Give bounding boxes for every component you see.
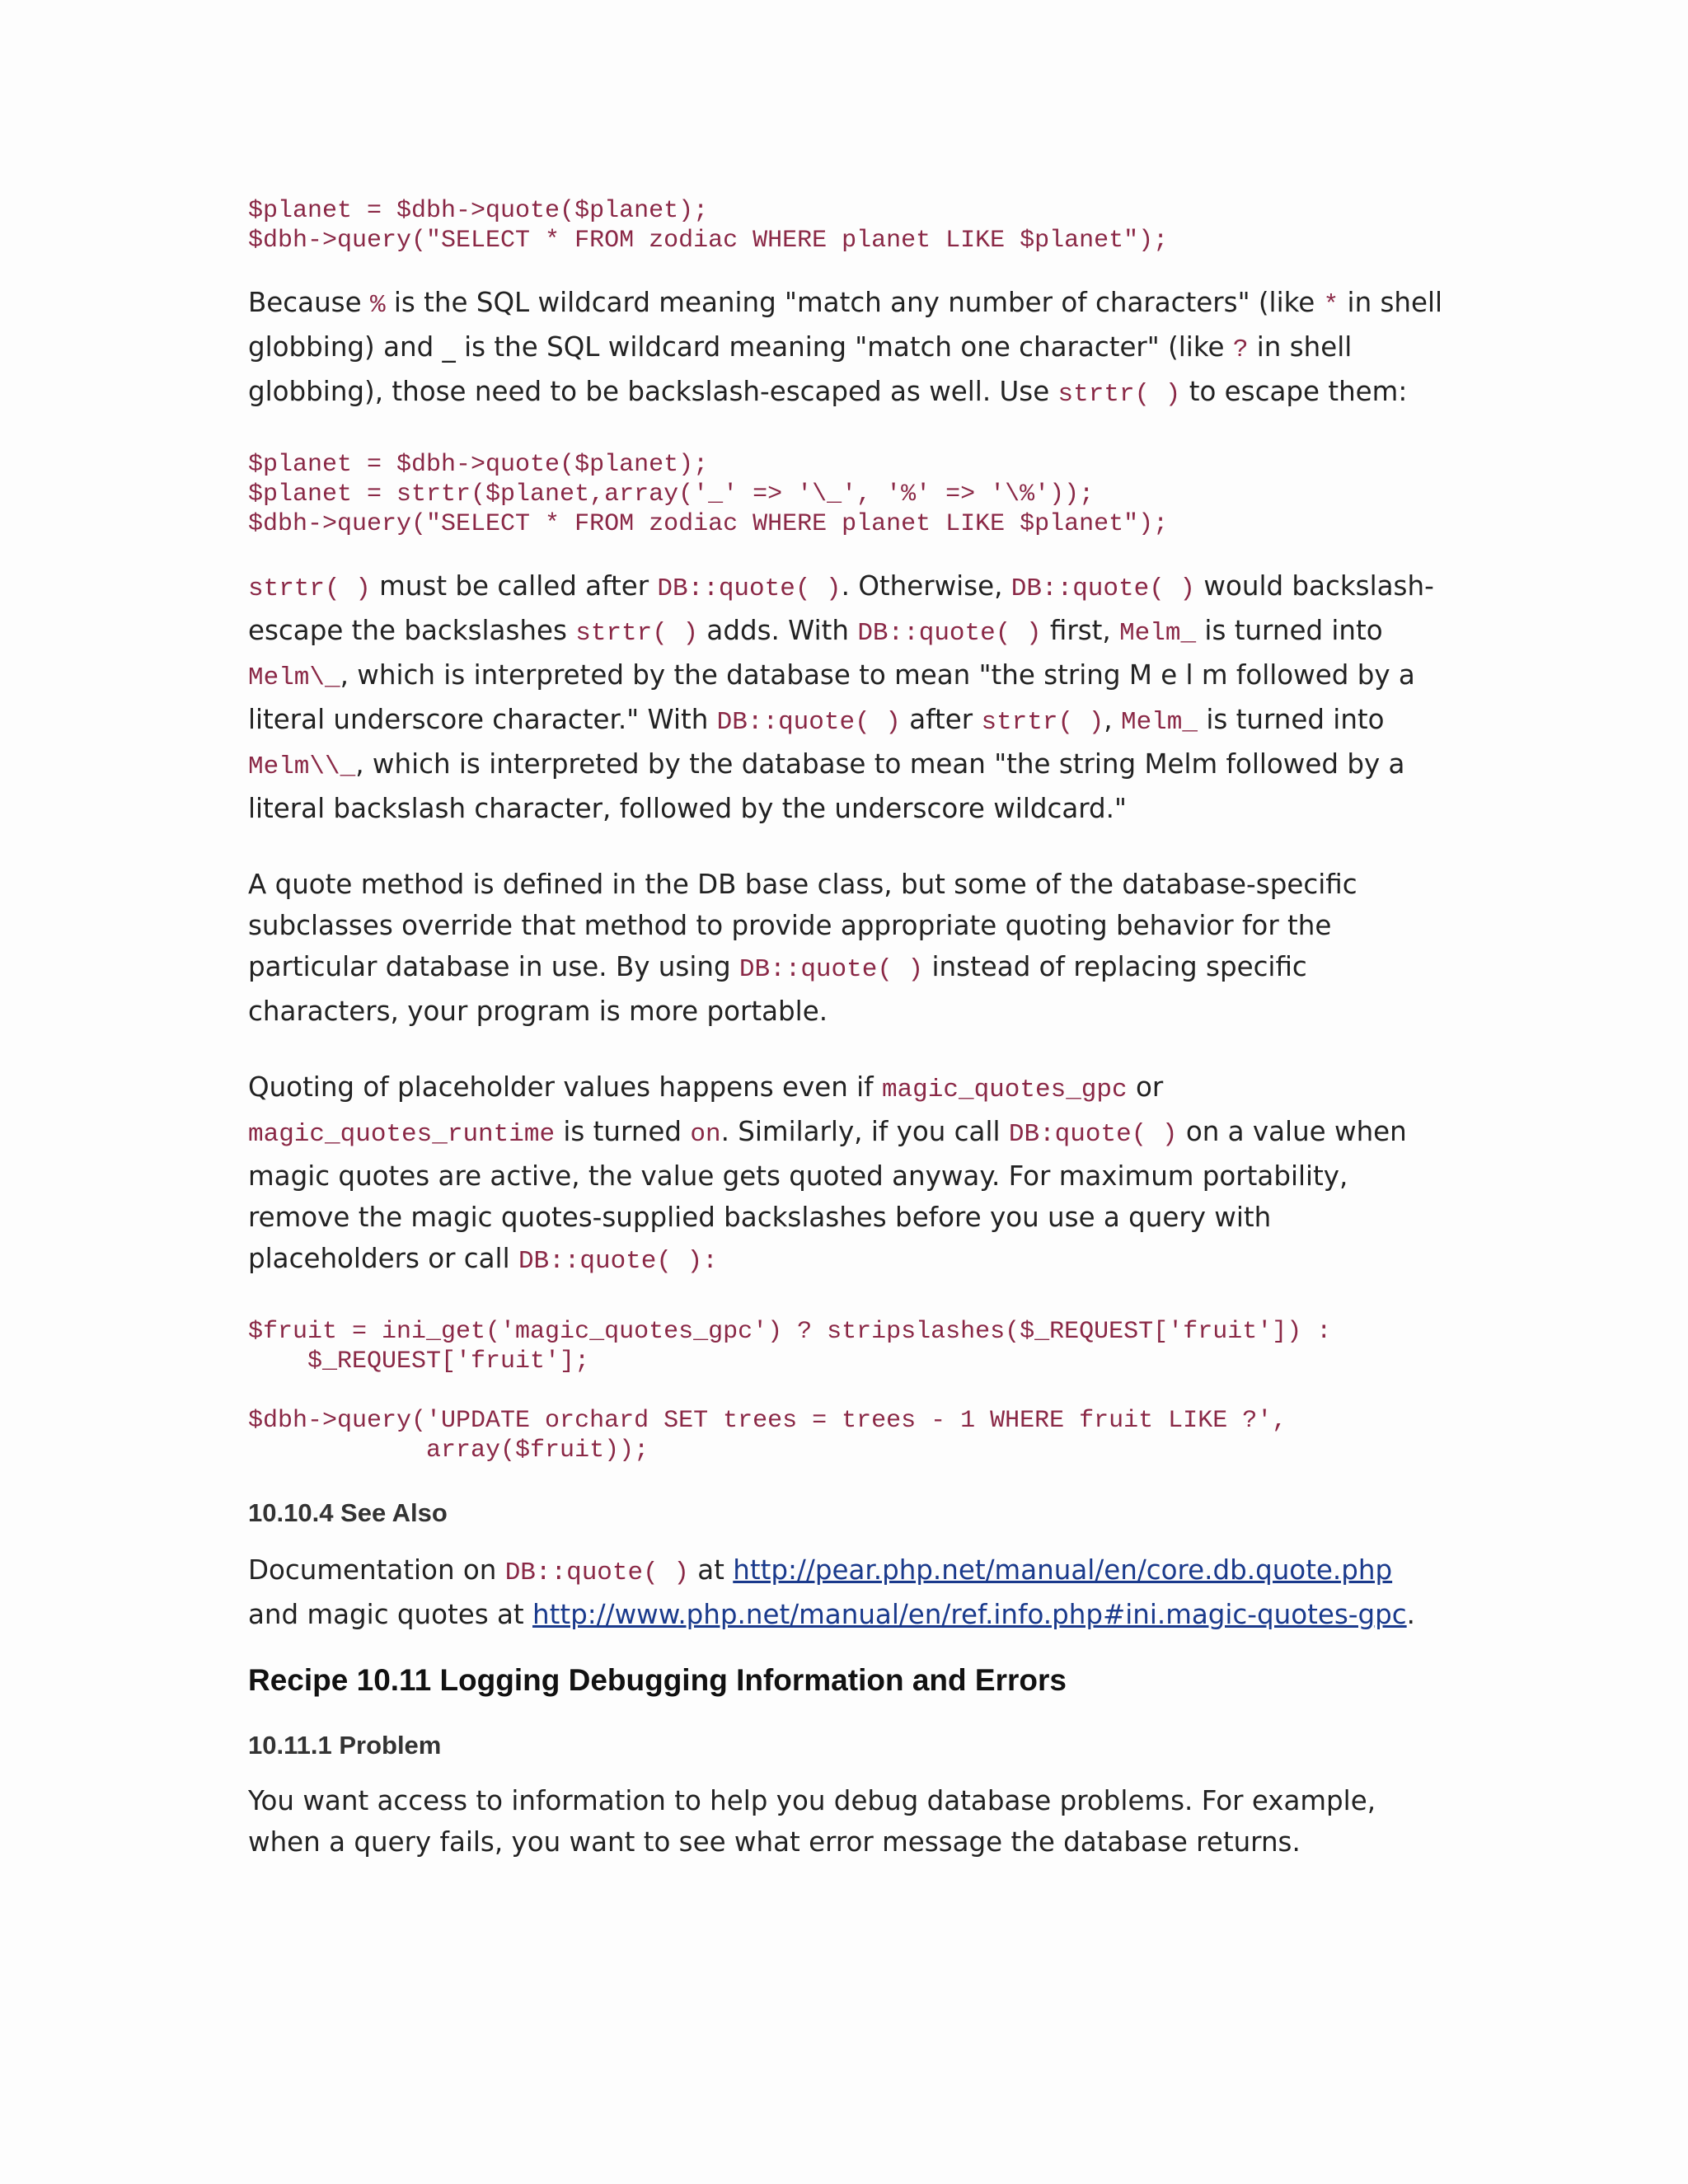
text: on a value when magic quotes are active, the value gets quoted anyway. For maximum portability, remove the magic quotes-supplied backslashes before you use a query with placeholders or call <box>248 1116 1407 1274</box>
inline-code: strtr( ) <box>981 708 1104 737</box>
text: would backslash-escape the backslashes <box>248 570 1434 646</box>
content <box>248 196 1443 1863</box>
text: in shell globbing), those need to be backslash-escaped as well. Use <box>248 331 1353 407</box>
paragraph <box>248 282 1443 415</box>
text: Because <box>248 287 370 318</box>
inline-code: DB::quote( ) <box>738 955 924 984</box>
inline-code: * <box>1323 291 1339 320</box>
paragraph: You want access to information to help you debug database problems. For example, when a query fails, you want to see what error message the database returns. <box>248 1785 1376 1858</box>
code-block <box>248 196 1443 255</box>
inline-code: Melm_ <box>1119 619 1197 648</box>
inline-code: DB::quote( ) <box>857 619 1042 648</box>
code-line: array($fruit)); <box>248 1436 649 1465</box>
code-block <box>248 1317 1443 1465</box>
text: is the SQL wildcard meaning "match any number of characters" (like <box>385 287 1324 318</box>
paragraph <box>248 864 1443 1032</box>
text: Documentation on <box>248 1554 505 1586</box>
code-line: $planet = $dbh->quote($planet); <box>248 451 709 479</box>
code-line: $dbh->query('UPDATE orchard SET trees = trees - 1 WHERE fruit LIKE ?', <box>248 1407 1287 1435</box>
text: . Similarly, if you call <box>720 1116 1009 1147</box>
inline-code: on <box>690 1120 721 1149</box>
link-pear-docs[interactable]: http://pear.php.net/manual/en/core.db.quote.php <box>733 1554 1393 1586</box>
inline-code: DB::quote( ) <box>657 574 842 603</box>
recipe-heading: Recipe 10.11 Logging Debugging Information and Errors <box>248 1663 1067 1697</box>
inline-code: DB::quote( ) <box>716 708 901 737</box>
text: is turned <box>555 1116 691 1147</box>
code-line: $planet = $dbh->quote($planet); <box>248 197 709 225</box>
text: is turned into <box>1197 704 1385 735</box>
text: adds. With <box>698 615 858 646</box>
section-heading: 10.10.4 See Also <box>248 1498 448 1527</box>
inline-code: Melm_ <box>1120 708 1198 737</box>
text: must be called after <box>370 570 658 602</box>
text: in shell globbing) and _ is the SQL wildcard meaning "match one character" (like <box>248 287 1443 363</box>
text: or <box>1127 1071 1164 1103</box>
text: , <box>1104 704 1121 735</box>
code-line: $dbh->query("SELECT * FROM zodiac WHERE planet LIKE $planet"); <box>248 510 1169 538</box>
inline-code: magic_quotes_gpc <box>881 1076 1128 1104</box>
inline-code: DB::quote( ) <box>504 1558 689 1587</box>
inline-code: DB:quote( ) <box>1008 1120 1178 1149</box>
paragraph <box>248 565 1443 829</box>
text: at <box>688 1554 734 1586</box>
inline-code: magic_quotes_runtime <box>248 1120 556 1149</box>
inline-code: Melm\_ <box>248 663 340 692</box>
text: . <box>1406 1599 1416 1630</box>
text: , which is interpreted by the database to mean "the string Melm followed by a literal backslash character, followed by the underscore wildcard." <box>248 748 1405 824</box>
inline-code: DB::quote( ) <box>1010 574 1196 603</box>
text: . Otherwise, <box>841 570 1011 602</box>
inline-code: strtr( ) <box>248 574 371 603</box>
text: instead of replacing specific characters, your program is more portable. <box>248 951 1307 1027</box>
text: to escape them: <box>1180 376 1408 407</box>
inline-code: Melm\\_ <box>248 752 356 781</box>
text: Quoting of placeholder values happens even if <box>248 1071 882 1103</box>
code-line: $fruit = ini_get('magic_quotes_gpc') ? stripslashes($_REQUEST['fruit']) : <box>248 1318 1332 1346</box>
link-php-magic-quotes[interactable]: http://www.php.net/manual/en/ref.info.php#ini.magic-quotes-gpc <box>532 1599 1407 1630</box>
code-block <box>248 450 1443 539</box>
section-heading: 10.11.1 Problem <box>248 1731 442 1760</box>
code-line: $_REQUEST['fruit']; <box>248 1347 590 1376</box>
code-line: $dbh->query("SELECT * FROM zodiac WHERE planet LIKE $planet"); <box>248 227 1169 255</box>
paragraph <box>248 1066 1443 1282</box>
inline-code: DB::quote( ): <box>518 1247 718 1276</box>
inline-code: strtr( ) <box>575 619 699 648</box>
text: , which is interpreted by the database to mean "the string M e l m followed by a literal underscore character." With <box>248 659 1415 735</box>
inline-code: ? <box>1232 335 1249 364</box>
code-line: $planet = strtr($planet,array('_' => '\_', '%' => '\%')); <box>248 480 1095 509</box>
text: is turned into <box>1196 615 1383 646</box>
paragraph <box>248 1549 1443 1635</box>
text: after <box>900 704 982 735</box>
inline-code: % <box>369 291 386 320</box>
text: A quote method is defined in the DB base class, but some of the database-specific subclasses override that method to provide appropriate quoting behavior for the particular database in use. By using <box>248 869 1357 982</box>
inline-code: strtr( ) <box>1057 380 1181 409</box>
text: first, <box>1041 615 1120 646</box>
text: and magic quotes at <box>248 1599 533 1630</box>
